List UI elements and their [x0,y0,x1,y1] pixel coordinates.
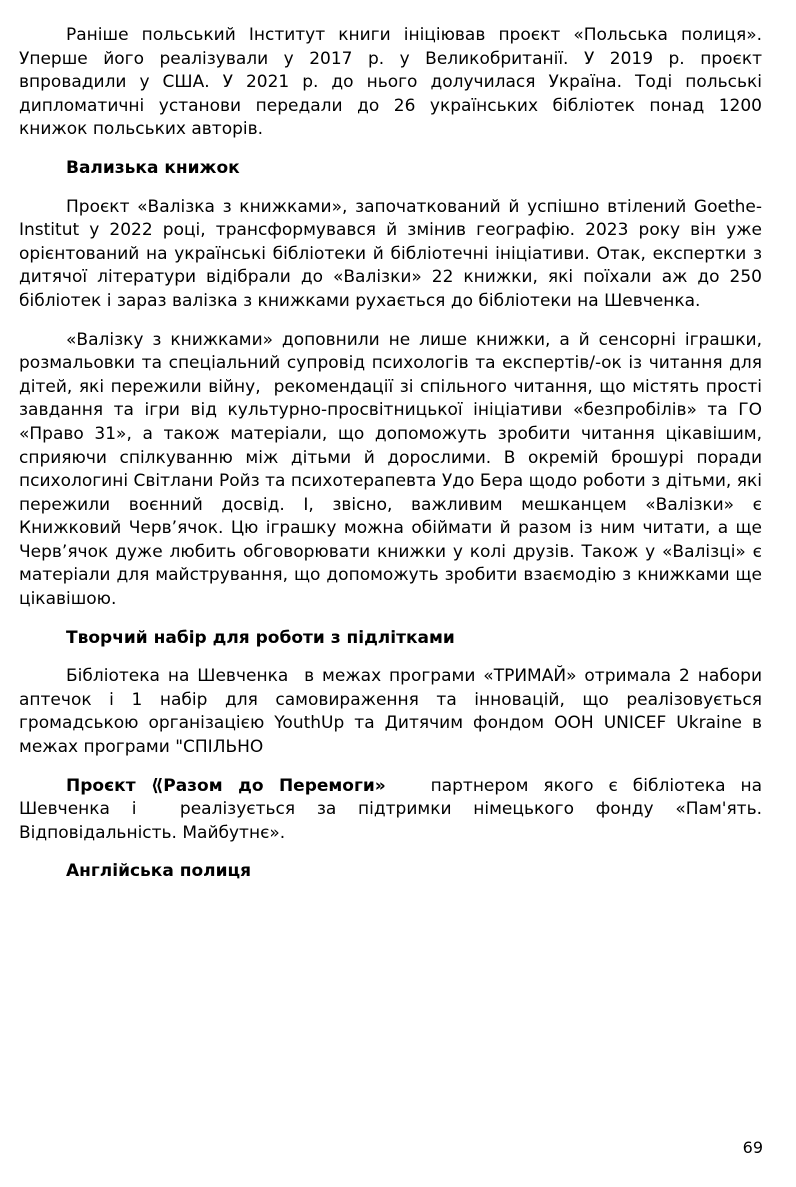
heading-suitcase-of-books: Вализька книжок [66,157,240,178]
paragraph-together-to-victory [19,775,762,846]
paragraph-suitcase-project: Проєкт «Валізка з книжками», започаткований й успішно втілений Goethe-Institut у 2022 році, трансформувався й змінив географію. 2023 року він уже орієнтований на українські бібліотеки й бібліотечні ініціативи. Отак, експертки з дитячої літератури відібрали до «Валізки» 22 книжки, які поїхали аж до 250 бібліотек і зараз валізка з книжками рухається до бібліотеки на Шевченка. [19,196,762,311]
page-number: 69 [742,1138,763,1157]
project-title-bold: Проєкт ⟪Разом до Перемоги» [66,775,386,796]
paragraph-suitcase-contents: «Валізку з книжками» доповнили не лише книжки, а й сенсорні іграшки, розмальовки та спеціальний супровід психологів та експертів/-ок із читання для дітей, які пережили війну, рекомендації зі спільного читання, що містять прості завдання та ігри від культурно-просвітницької ініціативи «безпробілів» та ГО «Право 31», а також матеріали, що допоможуть зробити читання цікавішим, сприяючи спілкуванню між дітьми й дорослими. В окремій брошурі поради психологині Світлани Ройз та психотерапевта Удо Бера щодо роботи з дітьми, які пережили воєнний досвід. І, звісно, важливим мешканцем «Валізки» є Книжковий Черв’ячок. Цю іграшку можна обіймати й разом із ним читати, а ще Черв’ячок дуже любить обговорювати книжки у колі друзів. Також у «Валізці» є матеріали для майстрування, що допоможуть зробити взаємодію з книжками ще цікавішою. [19,329,762,610]
paragraph-polish-shelf-project: Раніше польський Інститут книги ініціював проєкт «Польська полиця». Уперше його реалізували у 2017 р. у Великобританії. У 2019 р. проєкт впровадили у США. У 2021 р. до нього долучилася Україна. Тоді польські дипломатичні установи передали до 26 українських бібліотек понад 1200 книжок польських авторів. [19,25,762,140]
heading-creative-kit-teens: Творчий набір для роботи з підлітками [66,627,455,648]
heading-english-shelf: Англійська полиця [66,861,252,882]
paragraph-library-trymay-program: Бібліотека на Шевченка в межах програми «ТРИМАЙ» отримала 2 набори аптечок і 1 набір для самовираження та інновацій, що реалізовується громадською організацією YouthUp та Дитячим фондом ООН UNICEF Ukraine в межах програми "СПІЛЬНО [19,666,762,758]
project-description-text: партнером якого є бібліотека на Шевченка і реалізується за підтримки німецького фонду «Пам'ять. Відповідальність. Майбутнє». [19,775,762,843]
